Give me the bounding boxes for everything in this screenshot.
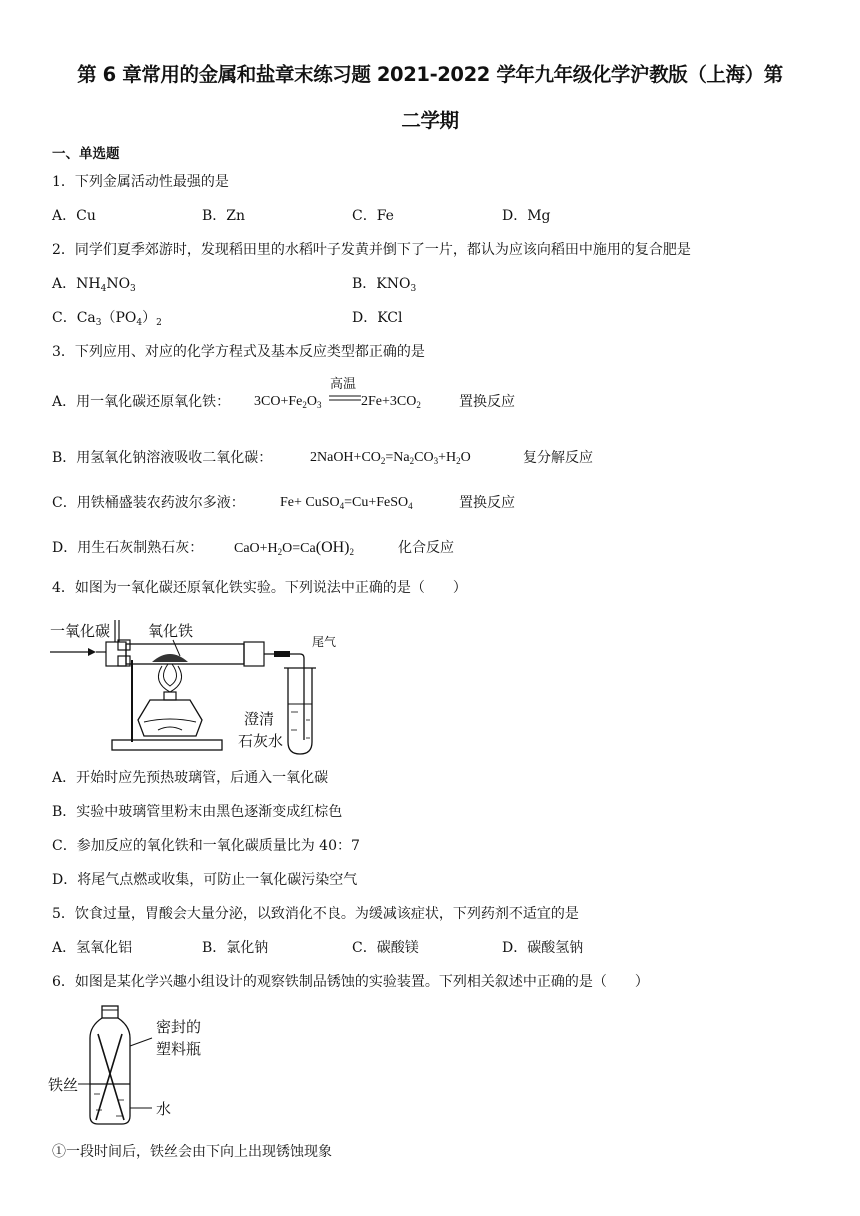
q3-d-equation: $CaO+H_2O=Ca(OH)_2$ — [234, 539, 354, 557]
q6-apparatus-figure — [48, 1004, 218, 1130]
section-heading: 一、单选题 — [52, 146, 120, 162]
q5-option-b: B．氯化钠 — [202, 940, 269, 956]
q5-stem: 5．饮食过量，胃酸会大量分泌，以致消化不良。为缓减该症状，下列药剂不适宜的是 — [52, 906, 579, 922]
q5-option-c: C．碳酸镁 — [352, 940, 419, 956]
fig-label-tail-gas: 尾气 — [312, 635, 337, 649]
q3-stem: 3．下列应用、对应的化学方程式及基本反应类型都正确的是 — [52, 344, 425, 360]
page-title-line2: 二学期 — [401, 109, 459, 132]
q6-stem: 6．如图是某化学兴趣小组设计的观察铁制品锈蚀的实验装置。下列相关叙述中正确的是（ ） — [52, 974, 649, 990]
q4-stem: 4．如图为一氧化碳还原氧化铁实验。下列说法中正确的是（ ） — [52, 580, 467, 596]
q3-c-reaction-type: 置换反应 — [459, 495, 515, 511]
q5-option-a: A．氢氧化铝 — [52, 940, 133, 956]
q1-option-d: D．Mg — [502, 208, 551, 224]
q4-option-a: A．开始时应先预热玻璃管，后通入一氧化碳 — [52, 770, 329, 786]
q2-option-d: D．KCl — [352, 310, 403, 326]
fig-label-sealed-2: 塑料瓶 — [156, 1040, 202, 1058]
q2-option-c: C．$Ca_3(PO_4)_2$ — [52, 310, 162, 328]
q3-option-a-text: A．用一氧化碳还原氧化铁： — [52, 394, 231, 410]
q3-option-c-text: C．用铁桶盛装农药波尔多液： — [52, 495, 245, 511]
q4-option-d: D．将尾气点燃或收集，可防止一氧化碳污染空气 — [52, 872, 358, 888]
q3-a-condition: 高温 — [330, 377, 357, 392]
fig-label-sealed-1: 密封的 — [156, 1018, 202, 1036]
q3-a-equals-sign — [329, 394, 361, 402]
q5-option-d: D．碳酸氢钠 — [502, 940, 584, 956]
q3-b-equation: $2NaOH+CO_2=Na_2CO_3+H_2O$ — [310, 450, 471, 466]
q3-option-b-text: B．用氢氧化钠溶液吸收二氧化碳： — [52, 450, 273, 466]
q6-item-1: ①一段时间后，铁丝会由下向上出现锈蚀现象 — [52, 1144, 332, 1160]
q2-option-a: A．$NH_4NO_3$ — [52, 276, 136, 294]
q2-stem: 2．同学们夏季郊游时，发现稻田里的水稻叶子发黄并倒下了一片，都认为应该向稻田中施用的复合肥是 — [52, 242, 691, 258]
fig-label-limewater-2: 石灰水 — [238, 732, 284, 750]
fig-label-iron-wire: 铁丝 — [48, 1076, 79, 1094]
q3-option-d-text: D．用生石灰制熟石灰： — [52, 540, 204, 556]
q3-a-equation-lhs: $3CO+Fe_2O_3$ — [254, 394, 322, 410]
q4-option-c: C．参加反应的氧化铁和一氧化碳质量比为 40：7 — [52, 838, 360, 854]
q3-b-reaction-type: 复分解反应 — [523, 450, 593, 466]
q3-d-reaction-type: 化合反应 — [398, 540, 454, 556]
fig-label-limewater-1: 澄清 — [244, 710, 275, 728]
q4-apparatus-figure — [48, 612, 358, 758]
q1-stem: 1．下列金属活动性最强的是 — [52, 174, 229, 190]
fig-label-water: 水 — [156, 1100, 172, 1118]
fig-label-fe2o3: 氧化铁 — [148, 622, 194, 640]
q1-option-c: C．Fe — [352, 208, 394, 224]
q4-option-b: B．实验中玻璃管里粉末由黑色逐渐变成红棕色 — [52, 804, 343, 820]
page-title-line1: 第 6 章常用的金属和盐章末练习题 2021-2022 学年九年级化学沪教版（上海）第 — [77, 63, 783, 86]
q2-option-b: B．$KNO_3$ — [352, 276, 417, 294]
q1-option-a: A．Cu — [52, 208, 96, 224]
q3-a-equation-rhs: $2Fe+3CO_2$ — [361, 394, 421, 410]
q3-c-equation: Fe+ CuSO$_4$=Cu+FeSO$_4$ — [280, 495, 413, 511]
q1-option-b: B．Zn — [202, 208, 246, 224]
q3-a-reaction-type: 置换反应 — [459, 394, 515, 410]
fig-label-co: 一氧化碳 — [50, 622, 111, 640]
